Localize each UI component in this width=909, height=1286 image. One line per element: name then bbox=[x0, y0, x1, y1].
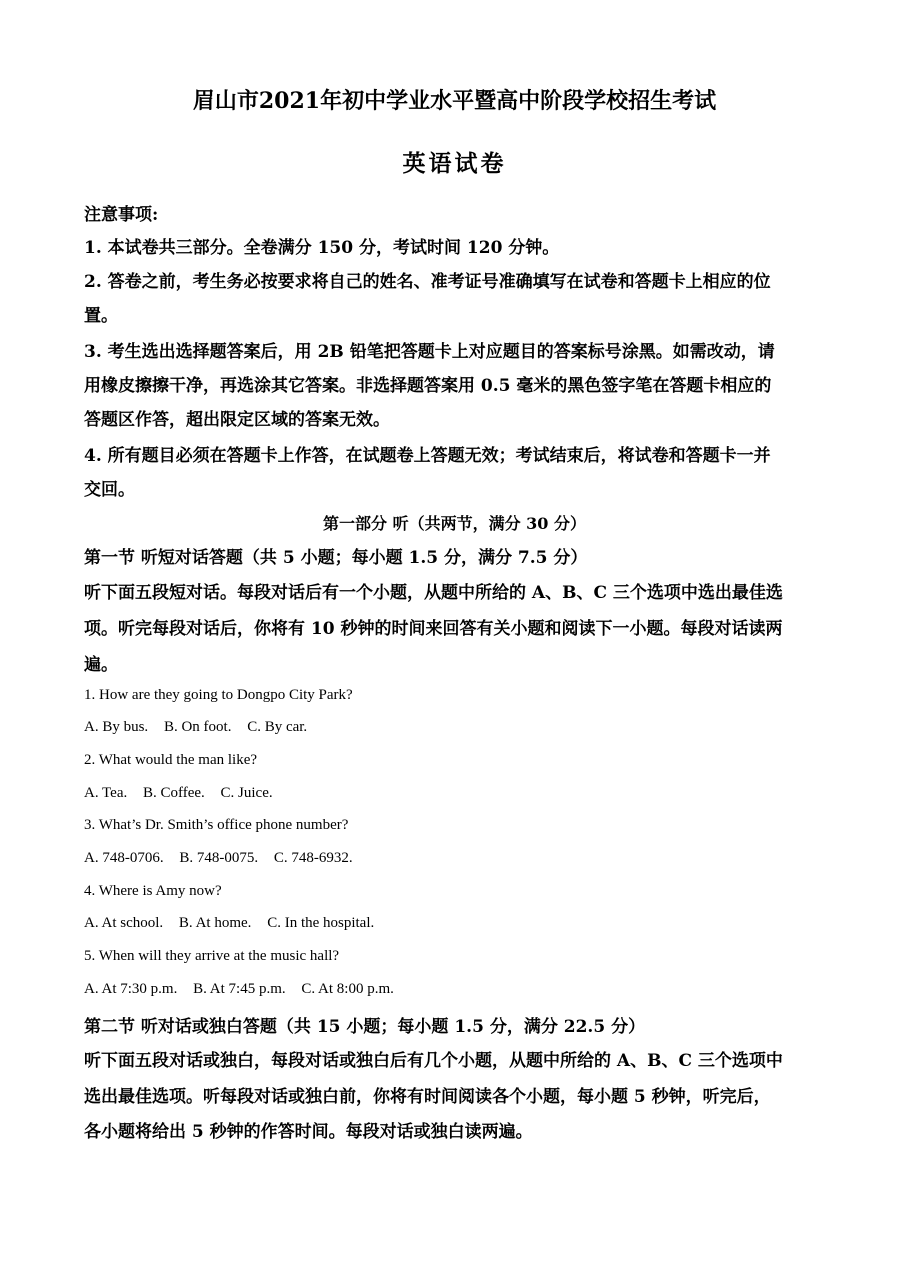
note-item-1: 1. 本试卷共三部分。全卷满分 150 分，考试时间 120 分钟。 bbox=[84, 238, 560, 258]
question-5-options bbox=[84, 981, 829, 998]
section1-heading: 第一节 听短对话答题（共 5 小题；每小题 1.5 分，满分 7.5 分） bbox=[84, 548, 588, 568]
note-item-3-line-3: 答题区作答，超出限定区域的答案无效。 bbox=[84, 410, 390, 430]
section1-instruction-line-1: 听下面五段短对话。每段对话后有一个小题，从题中所给的 A、B、C 三个选项中选出最佳选 bbox=[84, 583, 783, 603]
option-b: B. Coffee. bbox=[143, 785, 205, 801]
note-item-4-line-2: 交回。 bbox=[84, 480, 135, 500]
question-1: 1. How are they going to Dongpo City Park? bbox=[84, 687, 353, 703]
question-1-options bbox=[84, 719, 829, 736]
option-a: A. At school. bbox=[84, 915, 164, 931]
section1-instruction-line-3: 遍。 bbox=[84, 655, 118, 675]
question-4: 4. Where is Amy now? bbox=[84, 883, 222, 899]
section2-instruction-line-2: 选出最佳选项。听每段对话或独白前，你将有时间阅读各个小题，每小题 5 秒钟，听完后， bbox=[84, 1087, 771, 1107]
option-a: A. At 7:30 p.m. bbox=[84, 981, 178, 997]
section2-instruction-line-1: 听下面五段对话或独白，每段对话或独白后有几个小题，从题中所给的 A、B、C 三个选项中 bbox=[84, 1051, 783, 1071]
section2-heading: 第二节 听对话或独白答题（共 15 小题；每小题 1.5 分，满分 22.5 分） bbox=[84, 1017, 646, 1037]
option-b: B. On foot. bbox=[163, 719, 232, 735]
option-a: A. By bus. bbox=[84, 719, 149, 735]
exam-title: 眉山市2021年初中学业水平暨高中阶段学校招生考试 bbox=[192, 88, 717, 114]
question-3-options bbox=[84, 850, 829, 867]
question-3: 3. What’s Dr. Smith’s office phone number? bbox=[84, 817, 349, 833]
option-b: B. At 7:45 p.m. bbox=[193, 981, 286, 997]
part1-heading: 第一部分 听（共两节，满分 30 分） bbox=[323, 514, 586, 533]
option-c: C. By car. bbox=[247, 719, 308, 735]
exam-subtitle: 英语试卷 bbox=[402, 150, 507, 177]
note-item-2-line-1: 2. 答卷之前，考生务必按要求将自己的姓名、准考证号准确填写在试卷和答题卡上相应的位 bbox=[84, 272, 771, 292]
option-c: C. In the hospital. bbox=[267, 915, 375, 931]
question-5: 5. When will they arrive at the music hall? bbox=[84, 948, 340, 964]
question-2-options bbox=[84, 785, 829, 802]
option-a: A. Tea. bbox=[84, 785, 128, 801]
section1-instruction-line-2: 项。听完每段对话后，你将有 10 秒钟的时间来回答有关小题和阅读下一小题。每段对话读两 bbox=[84, 619, 783, 639]
question-2: 2. What would the man like? bbox=[84, 752, 258, 768]
option-c: C. Juice. bbox=[220, 785, 273, 801]
note-item-3-line-1: 3. 考生选出选择题答案后，用 2B 铅笔把答题卡上对应题目的答案标号涂黑。如需改动，请 bbox=[84, 342, 775, 362]
note-item-2-line-2: 置。 bbox=[84, 306, 118, 326]
notes-heading: 注意事项: bbox=[84, 205, 159, 225]
option-a: A. 748-0706. bbox=[84, 850, 164, 866]
option-c: C. At 8:00 p.m. bbox=[301, 981, 394, 997]
note-item-3-line-2: 用橡皮擦擦干净，再选涂其它答案。非选择题答案用 0.5 毫米的黑色签字笔在答题卡相应的 bbox=[84, 376, 772, 396]
option-b: B. 748-0075. bbox=[179, 850, 259, 866]
note-item-4-line-1: 4. 所有题目必须在答题卡上作答，在试题卷上答题无效；考试结束后，将试卷和答题卡一并 bbox=[84, 446, 771, 466]
section2-instruction-line-3: 各小题将给出 5 秒钟的作答时间。每段对话或独白读两遍。 bbox=[84, 1122, 533, 1142]
option-c: C. 748-6932. bbox=[273, 850, 353, 866]
question-4-options bbox=[84, 915, 829, 932]
option-b: B. At home. bbox=[178, 915, 252, 931]
